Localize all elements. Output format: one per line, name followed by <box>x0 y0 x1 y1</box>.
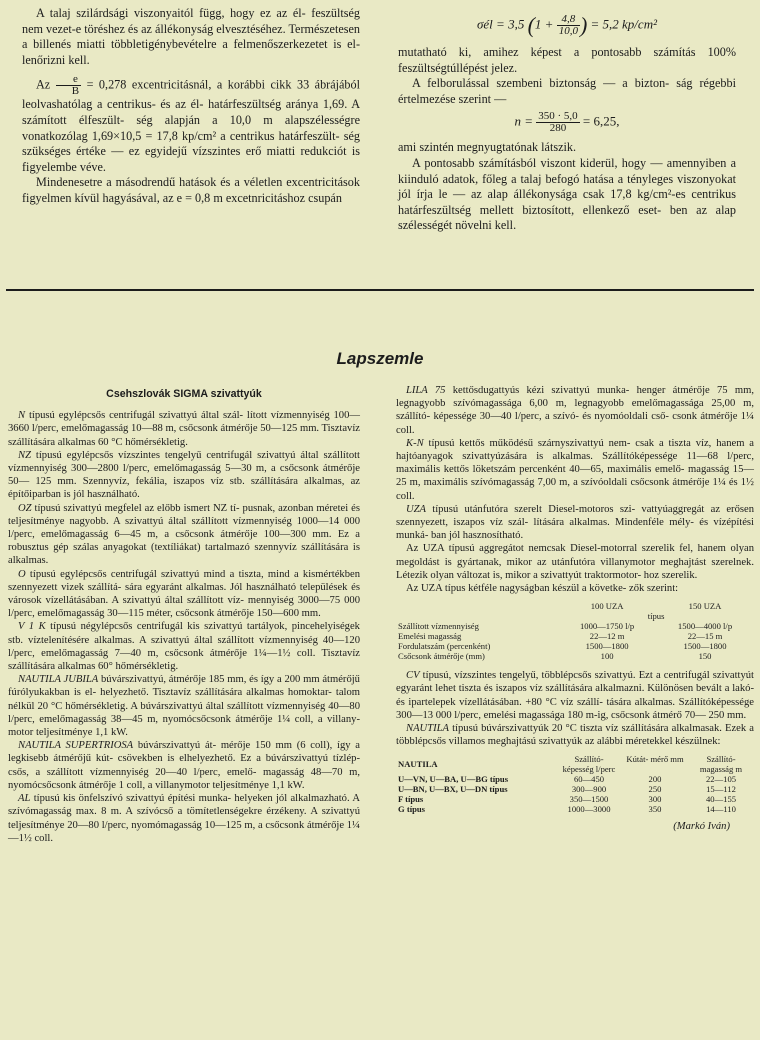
paragraph: A talaj szilárdsági viszonyaitól függ, hogy ez az él- feszültség nem vezet-e töréshez és az állékonyság elvesztéséhez. Természetesen a billenés miatti többletigénybevételre a felmenőszerkezetet is el- lenőrizni kell. <box>22 6 360 67</box>
paragraph-text: típusú szivattyú megfelel az előbb ismert NZ tí- pusnak, azonban méretei és teljesítménye nagyobb. A szivattyú által szállított vízmennyiség 1000—14 000 l/perc, emelőmagasság 6—45 m, a csőcsonk átmérője 100—300 mm. Ez a robusztus gép szálas anyagokat (textíliákat) tartalmazó szennyvíz szállítására is alkalmas. <box>8 502 360 567</box>
table-row <box>396 631 754 641</box>
table-row <box>396 651 754 661</box>
formula-n <box>398 111 736 134</box>
table-cell: Fordulatszám (percenként) <box>398 641 491 652</box>
paragraph-text: típusú búvárszivattyúk 20 °C tiszta víz szállítására alkalmasak. Ezek a többlépcsős villamos meghajtású szivattyúk az alábbi méretekkel készülnek: <box>396 723 754 748</box>
text: Az <box>36 77 51 92</box>
paragraph-text: típusú, vízszintes tengelyű, többlépcsős szivattyú. Ezt a centrifugál szivattyút egyaránt lehet tiszta és iszapos víz szállítására alkalmazni. Különösen bevált a lakó- és ipartelepek vízellátásában. +80 °C víz szállí- tására alkalmas. Szállítóképessége 300—13 000 l/perc, emelési magassága 180 m-ig, csőcsonk átmérő 70— 250 mm. <box>396 670 754 721</box>
table-cell: U—BN, U—BX, U—DN típus <box>398 784 508 795</box>
lower-right-column <box>396 384 754 834</box>
table-header-cell: NAUTILA <box>398 759 438 770</box>
paragraph: A felborulással szembeni biztonság — a bizton- ság régebbi értelmezése szerint — <box>398 76 736 106</box>
pump-type-name: NAUTILA JUBILA <box>18 674 99 686</box>
paragraph <box>22 74 360 175</box>
pump-type-name: NZ <box>18 449 31 461</box>
table-cell: 150 <box>698 651 712 662</box>
table-cell: 300—900 <box>571 784 607 795</box>
paragraph-text: típusú kis önfelszívó szivattyú építési munka- helyeken jól alkalmazható. A szívómagasság max. 8 m. A szívócső a tömítetlenségekre érzékeny. A szivattyú teljesítménye 20—80 l/perc, nyomómagasság 10—125 m, a csőcsonk átmérője 1¼—1½ coll. <box>8 793 360 844</box>
paragraph <box>8 568 360 621</box>
nautila-table-wrap <box>396 754 754 814</box>
denominator: 10,0 <box>558 25 578 37</box>
table-cell: 1500—1800 <box>683 641 727 652</box>
paragraph <box>396 669 754 722</box>
table-cell: 100 <box>600 651 614 662</box>
pump-type-name: V 1 K <box>18 621 46 633</box>
paragraph <box>396 384 754 437</box>
article-body <box>396 669 754 748</box>
fraction <box>536 111 579 134</box>
table-cell: 22—105 <box>705 774 737 785</box>
paragraph-text: típusú egylépcsős vízszintes tengelyű centrifugál szivattyú által szállított vízmennyiség 300—2800 l/perc, emelőmagasság 5—30 m, a csőcsonk átmérője 50— 125 mm. Szennyvíz, fekália, iszapos víz stb. szállítására alkalmas, az építőiparban is jól használható. <box>8 449 360 501</box>
paragraph-text: típusú kettős működésű szárnyszivattyú nem- csak a tiszta víz, hanem a hajtóanyagok szivattyúzására is alkalmas. Szállítóképessége 11—68 l/perc, maximális kettős löketszám percenként 40—65, maximális emelő- magasság 15—25 m, maximális szívómagasság 7,00 m, a szívóoldali csőcsonk átmérője 1¼ és 1½ coll. <box>396 437 754 502</box>
type-label: típus <box>647 611 665 622</box>
nautila-table <box>396 754 754 814</box>
article-subtitle: Csehszlovák SIGMA szivattyúk <box>106 388 262 400</box>
pump-type-name: N <box>18 410 26 422</box>
top-left-column <box>22 6 360 207</box>
formula-rhs: = 6,25, <box>582 113 620 129</box>
formula-sigma: σél = 3,5 (1 + $\frac{4,8}{10,0}$ ) = 5,2 kp/cm² <box>477 12 657 38</box>
formula-rhs: = 5,2 kp/cm² <box>590 16 657 32</box>
paragraph <box>396 722 754 748</box>
pump-type-name: AL <box>18 793 31 805</box>
table-row <box>396 784 754 794</box>
table-row <box>396 804 754 814</box>
table-cell: 1500—4000 l/p <box>677 621 733 632</box>
formula-lhs: n = <box>514 113 533 129</box>
top-right-column <box>398 8 736 234</box>
table-cell: F típus <box>398 794 424 805</box>
table-row <box>396 621 754 631</box>
table-row <box>396 774 754 784</box>
table-cell: 350 <box>648 804 662 815</box>
numerator: 350 · 5,0 <box>538 110 578 123</box>
paragraph <box>8 409 360 449</box>
paragraph <box>8 739 360 792</box>
pump-type-name: NAUTILA SUPERTRIOSA <box>18 740 134 752</box>
table-row <box>396 794 754 804</box>
paragraph <box>8 449 360 502</box>
lower-left-column <box>8 388 360 845</box>
paragraph: mutatható ki, amihez képest a pontosabb számítás 100% feszültségtúllépést jelez. <box>398 45 736 75</box>
pump-type-name: LILA 75 <box>406 385 446 396</box>
section-divider <box>6 289 754 291</box>
table-header-cell: Kútát- mérő mm <box>626 754 684 765</box>
table-header-cell <box>396 601 558 611</box>
table-cell: U—VN, U—BA, U—BG típus <box>398 774 509 785</box>
table-cell: 60—450 <box>573 774 605 785</box>
table-header-row <box>396 754 754 774</box>
table-header-cell: Szállító- képesség l/perc <box>562 754 616 775</box>
fraction <box>56 74 81 97</box>
paragraph <box>396 582 754 595</box>
paragraph-text: búvárszivattyú át- mérője 150 mm (6 coll), így a legkisebb átmérőjű kút- csövekben is elhelyezhető. Ez a búvárszivattyú tízlép- csős, a szállított vízmennyiség 20—40 l/perc, emelő- magasság 48—70 m, nyomócsőcsonk átmérője 1 coll, a villanymotor teljesítménye 1,1 kW. <box>8 740 360 791</box>
table-cell: Szállított vízmennyiség <box>398 621 479 632</box>
formula-inner: 1 + <box>534 16 554 32</box>
table-row <box>396 641 754 651</box>
table-cell: 200 <box>648 774 662 785</box>
paragraph <box>8 792 360 845</box>
table-header-row <box>396 611 754 621</box>
table-cell: 300 <box>648 794 662 805</box>
table-cell: 22—15 m <box>687 631 723 642</box>
table-header-cell: Szállító- magasság m <box>699 754 743 775</box>
paragraph-text: kettősdugattyús kézi szivattyú munka- henger átmérője 75 mm, legnagyobb szívómagassága 6,00 m, legnagyobb emelőmagassága 25,00 m, szállító- képessége 30—40 l/perc, a szívó- és nyomóoldali cső- csonk átmérője 1¼ coll. <box>396 385 754 436</box>
pump-type-name: UZA <box>406 503 427 515</box>
paragraph <box>396 437 754 503</box>
table-cell: 250 <box>648 784 662 795</box>
table-cell: 1500—1800 <box>585 641 629 652</box>
table-cell: 15—112 <box>706 784 736 795</box>
uza-table <box>396 601 754 661</box>
pump-type-name: CV <box>406 670 420 682</box>
table-cell: 1000—3000 <box>567 804 611 815</box>
pump-type-name: OZ <box>18 502 32 514</box>
fraction <box>557 14 580 37</box>
author-signature: (Markó Iván) <box>673 821 730 833</box>
numerator: 4,8 <box>557 14 580 26</box>
table-cell: G típus <box>398 804 425 815</box>
table-cell: 40—155 <box>705 794 737 805</box>
paragraph: Mindenesetre a másodrendű hatások és a véletlen excentricitások figyelmen kívül hagyásával, az e = 0,8 m excetnricitáshoz csupán <box>22 175 360 205</box>
pump-type-name: K-N <box>406 437 424 449</box>
table-header-cell: 100 UZA <box>590 601 624 612</box>
paragraph <box>396 542 754 582</box>
uza-table-wrap <box>396 601 754 661</box>
table-cell: Emelési magasság <box>398 631 462 642</box>
table-cell: Csőcsonk átmérője (mm) <box>398 651 485 662</box>
paragraph-text: búvárszivattyú, átmérője 185 mm, és így a 200 mm átmérőjű fúrólyukakban is el- helyezhető. Tisztavíz szállítására alkalmas homoktar- talom nélkül 20 °C hőmérsékletig. A búvárszivattyú által szállított vízmennyiség 40—80 l/perc, emelőmagasság 38—45 m, nyomócsőcsonk átmérője 1¼ coll, a villany- motor teljesítménye 1,1 kW. <box>8 674 360 739</box>
table-cell: 22—12 m <box>589 631 625 642</box>
pump-type-name: NAUTILA <box>406 723 449 735</box>
text: = 0,278 excentricitásnál, a korábbi cikk 33 ábrájából leolvashatólag a centrikus- és az él- határfeszültség aránya 1,69. A számított élfeszült- ség alapján a 10,0 m alapszélességre vonatkozólag 1,69×10,5 = 17,8 kp/cm² a centrikus határfeszült- ség szükséges értéke — ez egyidejű vízszintes erő miatti redukciót is figyelembe véve. <box>22 77 360 174</box>
paragraph: ami szintén megnyugtatónak látszik. <box>398 140 577 155</box>
denominator: 280 <box>549 122 567 135</box>
denominator: B <box>71 85 80 98</box>
paragraph-text: típusú egylépcsős centrifugál szivattyú mind a tiszta, mind a kismértékben szennyezett vizek szállítá- sára egyaránt alkalmas. Jól használható települések és városok vízellátásában. A szivattyú által szállított víz- mennyiség 3000—75 000 l/perc, emelőmagasság 30—115 méter, csőcsonk átmérője 150—600 mm. <box>8 568 360 620</box>
article-body <box>8 409 360 845</box>
paragraph-text: Az UZA típusú aggregátot nemcsak Diesel-motorral szerelik fel, hanem olyan megoldást is gyártanak, mikor az utánfutóra villanymotor meghajtást szerelnek. Létezik olyan változat is, mikor a szivattyút traktormotor- hoz szerelik. <box>396 543 754 581</box>
table-header-row <box>396 601 754 611</box>
paragraph <box>396 503 754 543</box>
paragraph <box>8 673 360 739</box>
section-title: Lapszemle <box>336 349 424 368</box>
paragraph-text: típusú négylépcsős centrifugál kis szivattyú tartályok, pincehelyiségek stb. víztelenítésére alkalmas. A szivattyú által szállított vízmennyiség 40—120 l/perc, emelőmagasság 7—40 m, csőcsonk átmérője 1¼—1½ coll. Tisztavíz szállítására alkalmas 60° hőmérsékletig. <box>8 621 360 673</box>
paragraph-text: típusú egylépcsős centrifugál szivattyú által szál- lított vízmennyiség 100—3660 l/perc, emelőmagasság 10—88 m, csőcsonk átmérője 50—125 mm. Tisztavíz szállítására alkalmas 60 °C hőmérsékletig. <box>8 410 360 448</box>
paragraph-text: Az UZA típus kétféle nagyságban készül a követke- zők szerint: <box>406 583 679 595</box>
table-header-cell: 150 UZA <box>688 601 722 612</box>
formula-lhs: σél = 3,5 <box>477 16 525 32</box>
paragraph <box>8 620 360 673</box>
pump-type-name: O <box>18 568 26 580</box>
table-cell: 350—1500 <box>569 794 609 805</box>
empty-cell <box>396 611 558 621</box>
table-cell: 1000—1750 l/p <box>579 621 635 632</box>
numerator: e <box>56 74 81 86</box>
paragraph: A pontosabb számításból viszont kiderül, hogy — amennyiben a kiinduló adatok, főleg a talaj befogó hatása a tényleges viszonyokat jól írja le — az alap állékonysága csak 17,8 kg/cm²-es centrikus határfeszültség mellett biztosított, ellenkező eset- ben az alap szélességét növelni kell. <box>398 155 736 233</box>
paragraph-text: típusú utánfutóra szerelt Diesel-motoros szi- vattyúaggregát az erősen szennyezett, iszapos víz szál- lítására alkalmas. Mindenféle mély- és vízépítési munká- ban jól hasznosítható. <box>396 503 754 542</box>
article-body <box>396 384 754 595</box>
table-cell: 14—110 <box>706 804 736 815</box>
paragraph <box>8 502 360 568</box>
